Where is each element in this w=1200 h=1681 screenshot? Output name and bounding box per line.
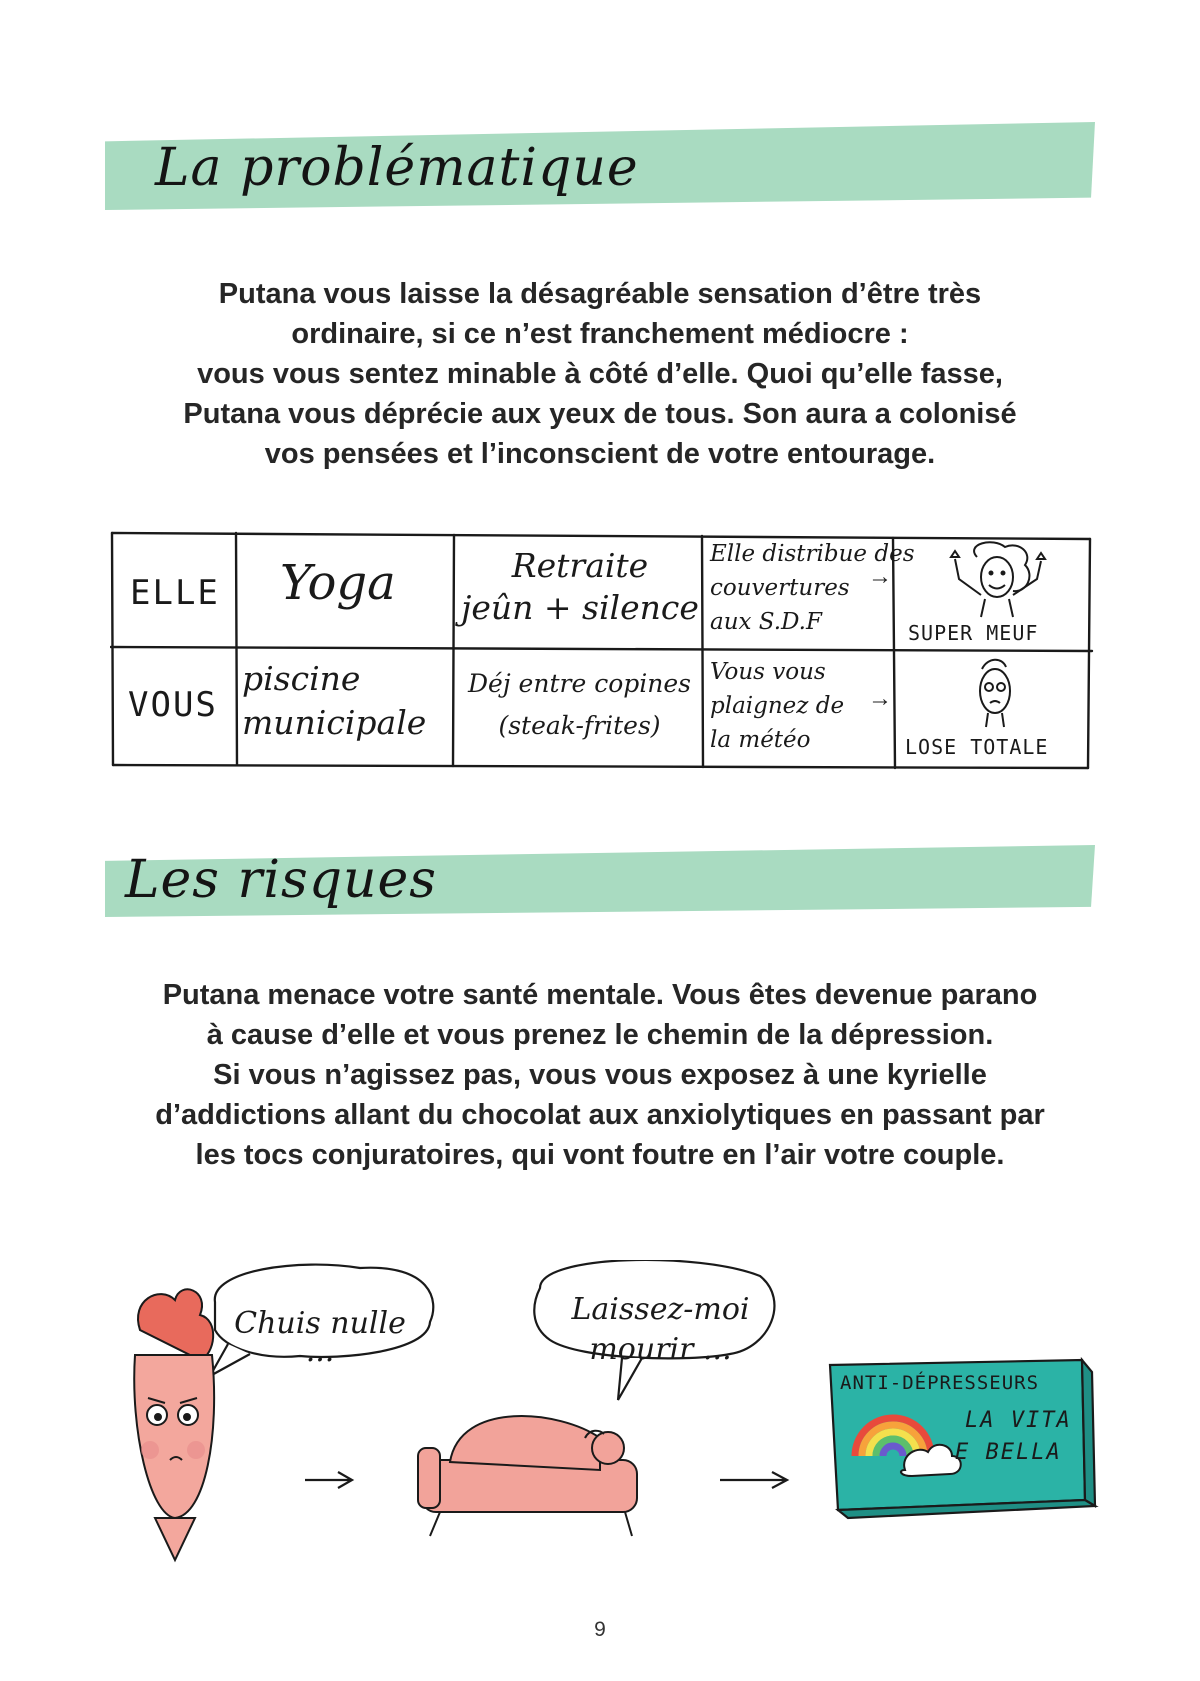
page-number: 9 (594, 1618, 606, 1641)
elle-retreat-line: jeûn + silence (461, 588, 699, 627)
sad-woman (134, 1289, 214, 1560)
elle-charity-line: Elle distribue des (710, 541, 915, 567)
bubble2-line: mourir ... (589, 1332, 732, 1367)
paragraph-line: vos pensées et l’inconscient de votre entourage. (264, 438, 936, 470)
vous-charity (710, 655, 844, 757)
sofa-with-person (418, 1416, 637, 1536)
problematique-paragraph (0, 274, 1200, 474)
box-brand-line: LA VITA (965, 1408, 1072, 1433)
vous-activity-line: municipale (242, 703, 427, 742)
vous-retreat-line: (steak-frites) (498, 711, 661, 740)
paragraph-line: Si vous n’agissez pas, vous vous exposez à une kyrielle (213, 1059, 987, 1091)
elle-retreat (460, 545, 700, 629)
vous-verdict: LOSE TOTALE (905, 735, 1049, 759)
section-title-risques: Les risques (125, 850, 437, 910)
paragraph-line: Putana menace votre santé mentale. Vous êtes devenue parano (162, 979, 1038, 1011)
vous-charity-line: la météo (710, 727, 811, 753)
paragraph-line: Putana vous déprécie aux yeux de tous. Son aura a colonisé (183, 398, 1017, 430)
vous-arrow: → (868, 685, 892, 712)
vous-retreat (457, 663, 702, 747)
paragraph-line: à cause d’elle et vous prenez le chemin de la dépression. (206, 1019, 994, 1051)
super-meuf-drawing (915, 539, 1075, 619)
section-title-problematique: La problématique (155, 138, 639, 198)
lose-totale-drawing (940, 655, 1060, 735)
vous-charity-line: Vous vous (710, 659, 826, 685)
row-label-elle: ELLE (130, 573, 220, 613)
elle-verdict: SUPER MEUF (908, 621, 1039, 645)
vous-charity-line: plaignez de (710, 693, 845, 719)
risques-paragraph (0, 975, 1200, 1175)
bubble1-line: ... (305, 1334, 335, 1369)
paragraph-line: ordinaire, si ce n’est franchement médiocre : (291, 318, 909, 350)
row-label-vous: VOUS (128, 685, 218, 725)
box-brand-line: E BELLA (955, 1440, 1062, 1465)
vous-activity-line: piscine (242, 659, 361, 698)
vous-activity (242, 657, 426, 745)
bubble1-text (220, 1306, 420, 1369)
comparison-table (110, 525, 1095, 770)
bubble2-text (548, 1290, 773, 1370)
elle-charity-line: couvertures (710, 575, 850, 601)
paragraph-line: les tocs conjuratoires, qui vont foutre en l’air votre couple. (195, 1139, 1005, 1171)
illustration-strip (0, 1260, 1200, 1590)
paragraph-line: vous vous sentez minable à côté d’elle. Quoi qu’elle fasse, (197, 358, 1003, 390)
elle-arrow: → (868, 563, 892, 590)
elle-activity: Yoga (280, 555, 396, 611)
paragraph-line: d’addictions allant du chocolat aux anxiolytiques en passant par (155, 1099, 1045, 1131)
elle-charity-line: aux S.D.F (710, 609, 822, 635)
elle-retreat-line: Retraite (511, 546, 649, 585)
vous-retreat-line: Déj entre copines (468, 669, 691, 698)
box-label: ANTI-DÉPRESSEURS (840, 1372, 1040, 1394)
bubble2-line: Laissez-moi (571, 1292, 750, 1327)
paragraph-line: Putana vous laisse la désagréable sensation d’être très (218, 278, 982, 310)
bubble1-line: Chuis nulle (234, 1306, 406, 1341)
